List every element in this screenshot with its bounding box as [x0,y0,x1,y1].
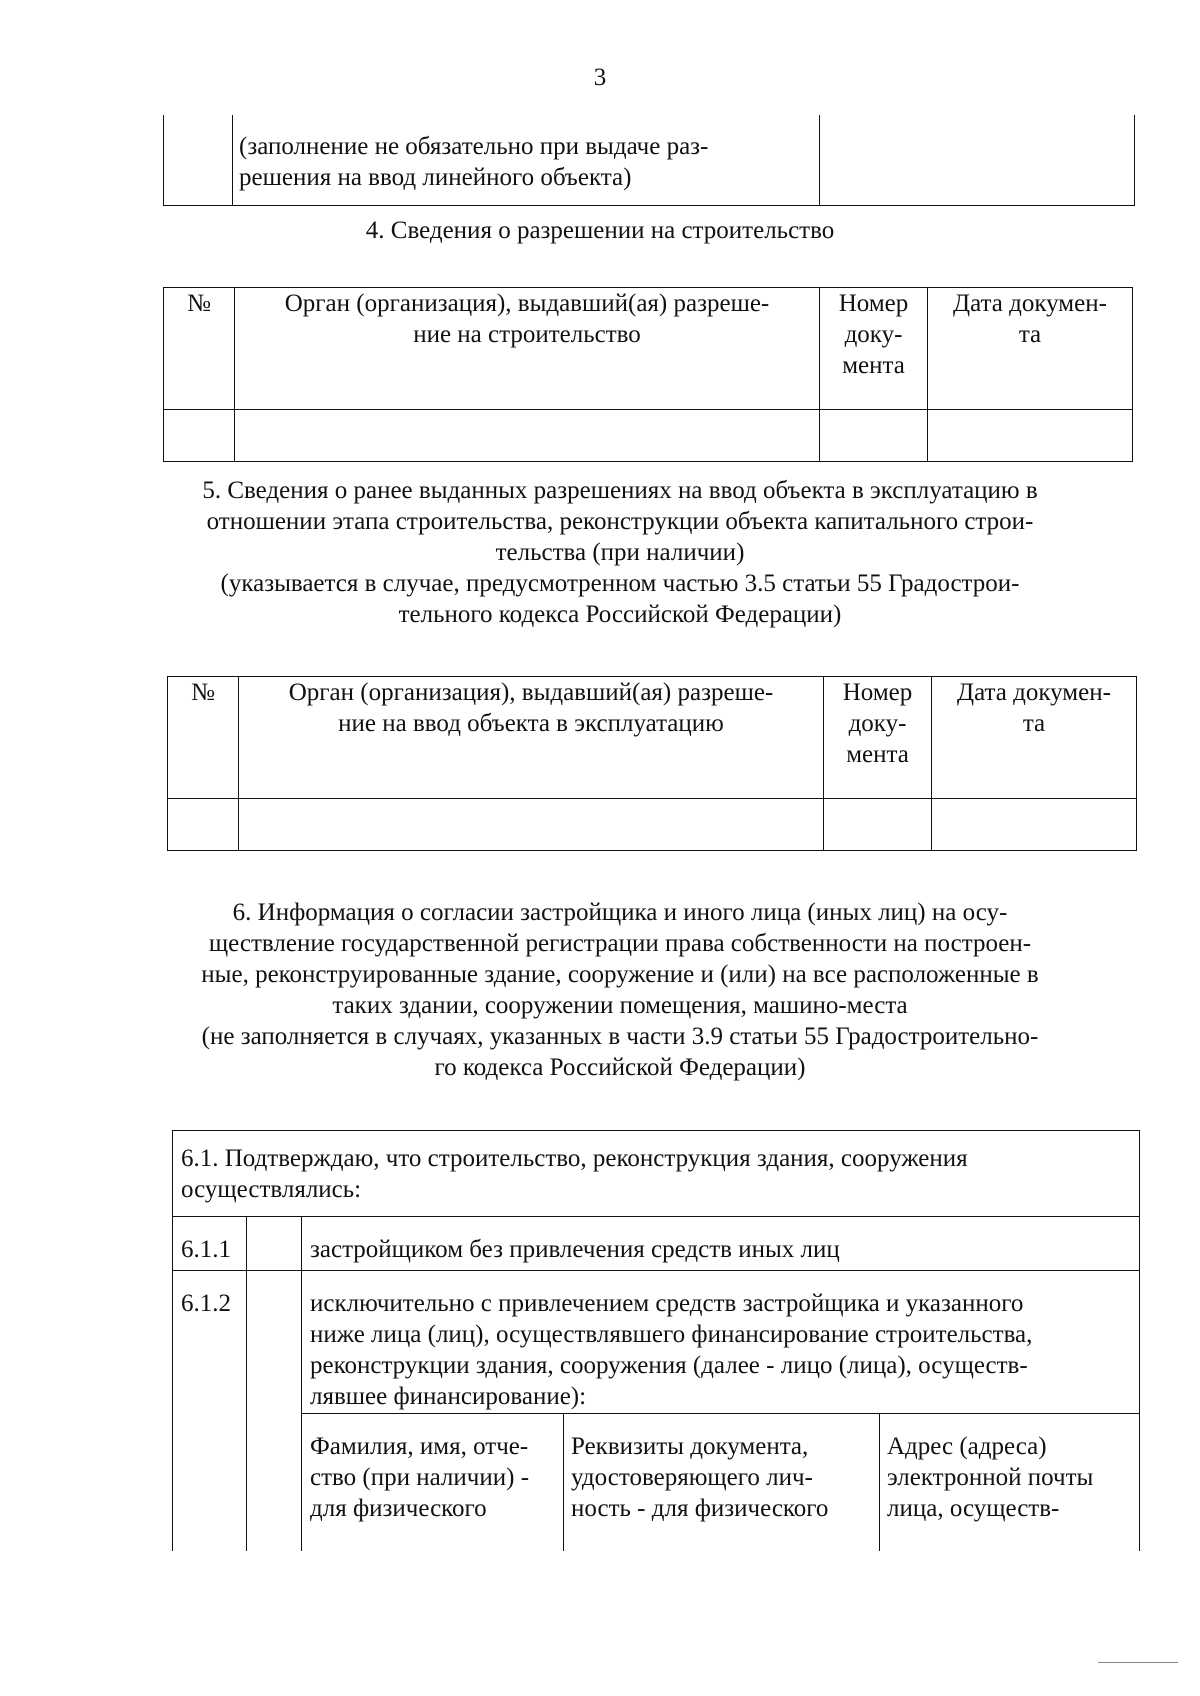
s6-row2-text: исключительно с привлечением средств застройщика и указанного ниже лица (лиц), осуществлявшего финансирование строительства, реконструкции здания, сооружения (далее - лицо (лица), осуществ- лявшее финансирование): [310,1290,1033,1410]
s4-header-organ: Орган (организация), выдавший(ая) разреше- ние на строительство [235,288,820,410]
s4-header-date: Дата докумен- та [928,288,1133,410]
s5-cell-empty [168,799,239,851]
s4-empty-row [164,410,1133,462]
top-table-text-line1: (заполнение не обязательно при выдаче раз- [239,133,709,160]
s4-cell-empty [928,410,1133,462]
s5-header-organ: Орган (организация), выдавший(ая) разреше- ние на ввод объекта в эксплуатацию [239,677,824,799]
s5-header-date: Дата докумен- та [932,677,1137,799]
s6-confirm-text: 6.1. Подтверждаю, что строительство, реконструкция здания, сооружения осуществлялись: [181,1145,968,1203]
s5-header-num: № [168,677,239,799]
s6-col-a-header: Фамилия, имя, отче- ство (при наличии) - для физического [310,1433,530,1522]
s4-header-number: Номер доку- мента [820,288,928,410]
scan-artifact-line [1098,1662,1178,1663]
s5-cell-empty [239,799,824,851]
s4-cell-empty [164,410,235,462]
s4-cell-empty [235,410,820,462]
s6-row1-num: 6.1.1 [181,1236,231,1263]
page-number: 3 [593,64,607,91]
s6-col-b-header: Реквизиты документа, удостоверяющего лич- ность - для физического [571,1433,829,1522]
section6-table [172,1130,1140,1551]
section4-heading: 4. Сведения о разрешении на строительство [365,217,835,244]
s6-row1-text: застройщиком без привлечения средств иных лиц [310,1236,840,1263]
top-table-text-line2: решения на ввод линейного объекта) [239,164,632,191]
section6-heading: 6. Информация о согласии застройщика и иного лица (иных лиц) на осу- ществление государственной регистрации права собственности на построен- ные, реконструированные здание, сооружение и (или) на все расположенные в таких здании, сооружении помещения, машино-места (не заполняется в случаях, указанных в части 3.9 статьи 55 Градостроительно- го кодекса Российской Федерации) [201,899,1039,1081]
s5-empty-row [168,799,1137,851]
top-table-fragment [163,115,1135,206]
s5-header-number: Номер доку- мента [824,677,932,799]
s5-cell-empty [932,799,1137,851]
section5-heading: 5. Сведения о ранее выданных разрешениях на ввод объекта в эксплуатацию в отношении этапа строительства, реконструкции объекта капитального строи- тельства (при наличии) (указывается в случае, предусмотренном частью 3.5 статьи 55 Градострои- тельного кодекса Российской Федерации) [202,477,1038,628]
s6-col-c-header: Адрес (адреса) электронной почты лица, осуществ- [887,1433,1094,1522]
s4-header-num: № [164,288,235,410]
section4-table [163,287,1133,462]
s5-cell-empty [824,799,932,851]
s4-cell-empty [820,410,928,462]
section5-table [167,676,1137,851]
s6-row2-num: 6.1.2 [181,1290,231,1317]
